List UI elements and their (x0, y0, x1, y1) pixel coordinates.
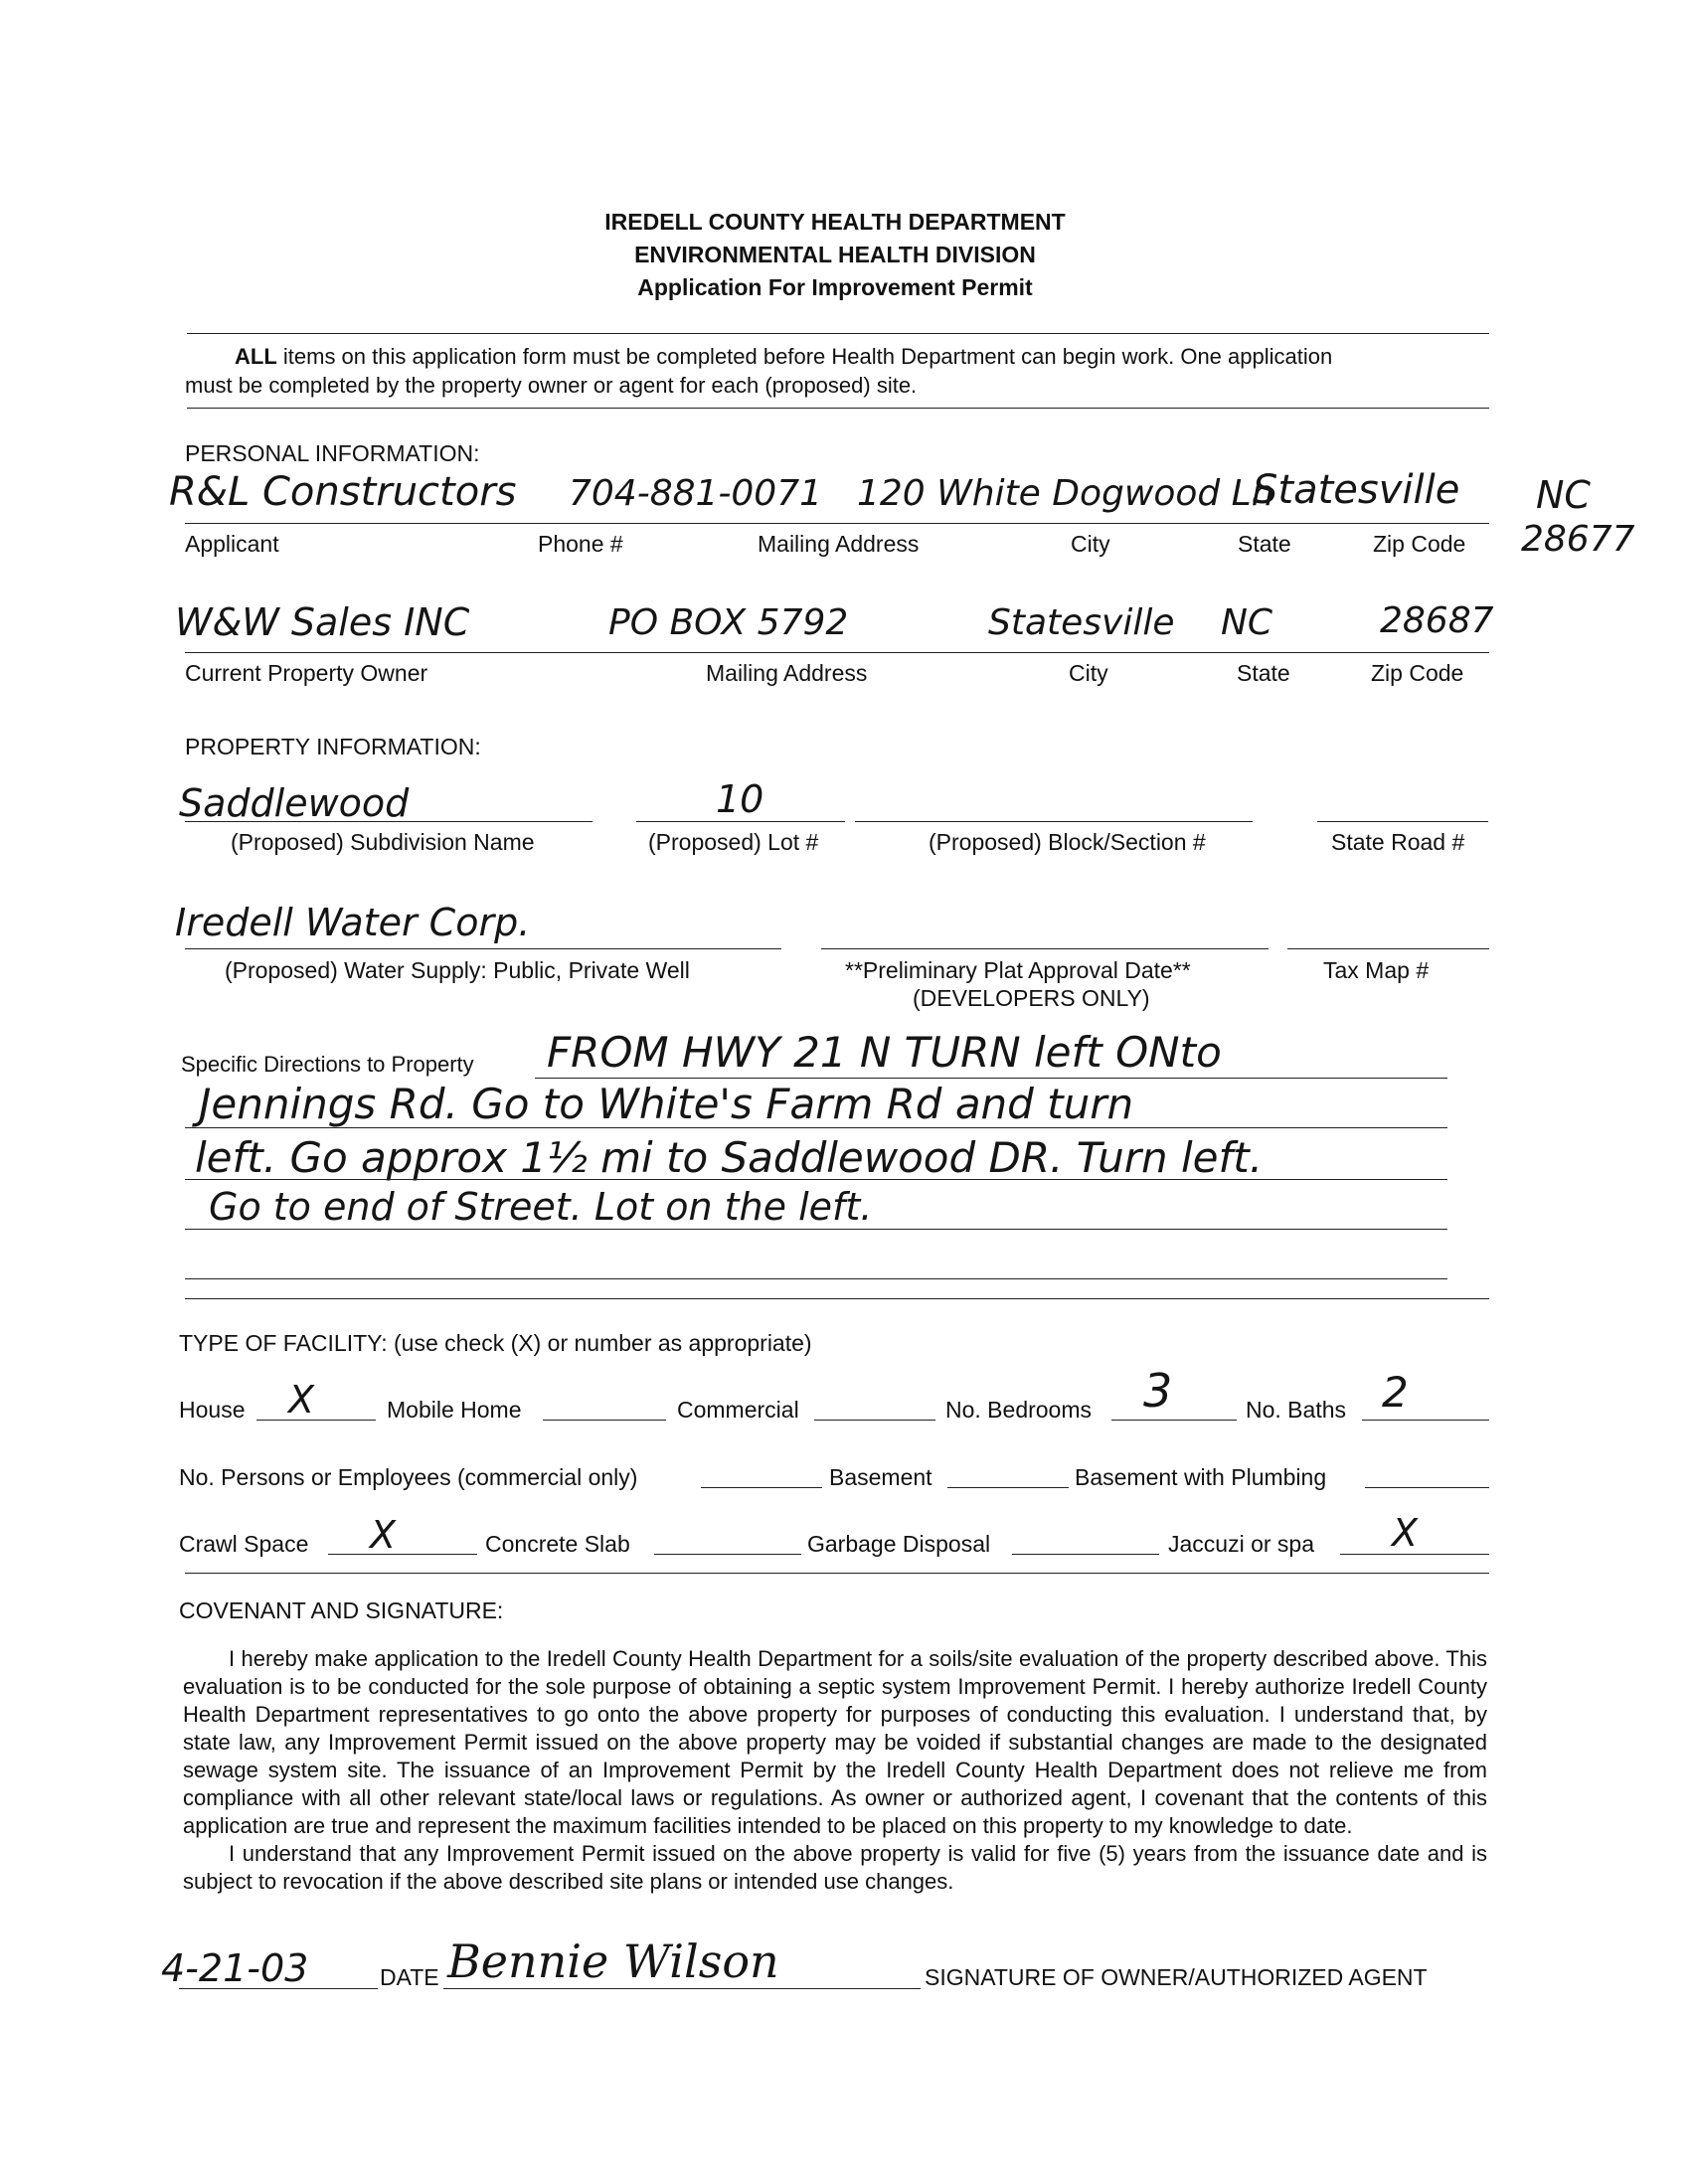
covenant-paragraph-2: I understand that any Improvement Permit issued on the above property is valid for five (5) years from the issuance date and is subject to revocation if the above described site plans or intended use changes. (183, 1841, 1487, 1894)
form-title: Application For Improvement Permit (637, 274, 1033, 300)
intro-line-1: ALL items on this application form must be completed before Health Department can begin work. One application (235, 344, 1333, 369)
property-info-heading: PROPERTY INFORMATION: (185, 734, 481, 759)
phone-label: Phone # (538, 531, 623, 557)
owner-city-label: City (1069, 660, 1108, 686)
basement-label: Basement (829, 1464, 932, 1490)
mobile-home-label: Mobile Home (387, 1397, 522, 1423)
date-line (179, 1988, 378, 1989)
directions-label: Specific Directions to Property (181, 1052, 474, 1077)
applicant-label: Applicant (185, 531, 279, 557)
covenant-heading: COVENANT AND SIGNATURE: (179, 1597, 504, 1623)
water-label: (Proposed) Water Supply: Public, Private Well (225, 957, 690, 983)
commercial-line (814, 1420, 935, 1421)
block-line (855, 821, 1253, 822)
owner-mailing-label: Mailing Address (706, 660, 868, 686)
directions-rule (185, 1229, 1447, 1230)
signature-value: Bennie Wilson (447, 1934, 779, 1988)
signature-label: SIGNATURE OF OWNER/AUTHORIZED AGENT (925, 1964, 1428, 1990)
date-label: DATE (380, 1964, 439, 1990)
jacuzzi-label: Jaccuzi or spa (1168, 1531, 1315, 1557)
division-title: ENVIRONMENTAL HEALTH DIVISION (634, 242, 1036, 267)
facility-heading: TYPE OF FACILITY: (use check (X) or number as appropriate) (179, 1330, 812, 1356)
directions-rule (185, 1127, 1447, 1128)
taxmap-line (1287, 948, 1489, 949)
road-label: State Road # (1331, 829, 1465, 855)
plat-label: **Preliminary Plat Approval Date** (845, 957, 1191, 983)
mailing-label: Mailing Address (758, 531, 920, 557)
covenant-paragraph-1: I hereby make application to the Iredell County Health Department for a soils/site evaluation of the property described above. This evaluation is to be conducted for the sole purpose of obtaining a septic system Improvement Permit. I hereby authorize Iredell County Health Department representatives to go onto the above property for purposes of conducting this evaluation. I understand that, by state law, any Improvement Permit issued on the above property may be voided if substantial changes are made to the designated sewage system site. The issuance of an Improvement Permit by the Iredell County Health Department does not relieve me from compliance with all other relevant state/local laws or regulations. As owner or authorized agent, I covenant that the contents of this application are true and represent the maximum facilities intended to be placed on this property to my knowledge to date. (183, 1646, 1487, 1838)
owner-state-value: NC (1221, 602, 1273, 643)
directions-rule (185, 1278, 1447, 1279)
concrete-slab-line (654, 1554, 801, 1555)
lot-line (636, 821, 845, 822)
phone-value: 704-881-0071 (569, 473, 823, 514)
basement-plumbing-label: Basement with Plumbing (1075, 1464, 1327, 1490)
rule (187, 408, 1489, 409)
commercial-label: Commercial (677, 1397, 799, 1423)
state-value: NC (1536, 473, 1591, 517)
owner-city-value: Statesville (988, 602, 1175, 643)
basement-plumbing-line (1365, 1487, 1489, 1488)
bedrooms-value: 3 (1143, 1364, 1173, 1418)
directions-rule (535, 1078, 1447, 1079)
zip-label: Zip Code (1373, 531, 1466, 557)
owner-mailing-value: PO BOX 5792 (608, 602, 849, 643)
lot-value: 10 (716, 777, 764, 821)
plat-sublabel: (DEVELOPERS ONLY) (913, 985, 1150, 1011)
road-line (1317, 821, 1488, 822)
baths-label: No. Baths (1246, 1397, 1346, 1423)
directions-line-4: Go to end of Street. Lot on the left. (209, 1185, 873, 1229)
owner-value: W&W Sales INC (175, 600, 470, 644)
owner-label: Current Property Owner (185, 660, 428, 686)
applicant-value: R&L Constructors (169, 469, 517, 515)
house-line (256, 1420, 376, 1421)
plat-line (821, 948, 1269, 949)
subdivision-line (185, 821, 593, 822)
baths-value: 2 (1382, 1368, 1409, 1417)
subdivision-value: Saddlewood (179, 781, 410, 825)
owner-line (185, 652, 1489, 653)
persons-label: No. Persons or Employees (commercial only) (179, 1464, 638, 1490)
crawl-space-line (328, 1554, 477, 1555)
baths-line (1362, 1420, 1489, 1421)
basement-line (947, 1487, 1069, 1488)
signature-line (443, 1988, 921, 1989)
intro-line-2: must be completed by the property owner or agent for each (proposed) site. (185, 373, 918, 398)
directions-rule (185, 1179, 1447, 1180)
directions-line-1: FROM HWY 21 N TURN left ONto (547, 1028, 1222, 1077)
owner-zip-value: 28687 (1380, 600, 1494, 641)
section-rule (185, 1298, 1489, 1299)
concrete-slab-label: Concrete Slab (485, 1531, 630, 1557)
owner-zip-label: Zip Code (1371, 660, 1464, 686)
garbage-disposal-line (1012, 1554, 1159, 1555)
mobile-home-line (543, 1420, 666, 1421)
garbage-disposal-label: Garbage Disposal (807, 1531, 991, 1557)
city-value: Statesville (1253, 467, 1460, 513)
directions-line-2: Jennings Rd. Go to White's Farm Rd and turn (199, 1080, 1134, 1128)
date-value: 4-21-03 (161, 1946, 309, 1990)
taxmap-label: Tax Map # (1323, 957, 1430, 983)
state-label: State (1238, 531, 1291, 557)
water-line (185, 948, 781, 949)
house-label: House (179, 1397, 246, 1423)
zip-value: 28677 (1521, 519, 1635, 560)
covenant-text (183, 1645, 1487, 1896)
subdivision-label: (Proposed) Subdivision Name (231, 829, 535, 855)
bedrooms-line (1111, 1420, 1237, 1421)
water-value: Iredell Water Corp. (175, 901, 531, 944)
crawl-space-label: Crawl Space (179, 1531, 309, 1557)
department-title: IREDELL COUNTY HEALTH DEPARTMENT (604, 209, 1066, 235)
crawl-space-value: X (370, 1513, 397, 1557)
persons-line (701, 1487, 822, 1488)
block-label: (Proposed) Block/Section # (929, 829, 1206, 855)
mailing-address-value: 120 White Dogwood Ln (857, 473, 1274, 514)
house-value: X (288, 1378, 315, 1422)
directions-line-3: left. Go approx 1½ mi to Saddlewood DR. Turn left. (195, 1133, 1264, 1182)
personal-info-heading: PERSONAL INFORMATION: (185, 440, 480, 466)
city-label: City (1071, 531, 1110, 557)
applicant-line (185, 523, 1489, 524)
rule (187, 333, 1489, 334)
section-rule (185, 1573, 1489, 1574)
bedrooms-label: No. Bedrooms (945, 1397, 1093, 1423)
lot-label: (Proposed) Lot # (648, 829, 819, 855)
jacuzzi-value: X (1392, 1511, 1419, 1555)
owner-state-label: State (1237, 660, 1290, 686)
